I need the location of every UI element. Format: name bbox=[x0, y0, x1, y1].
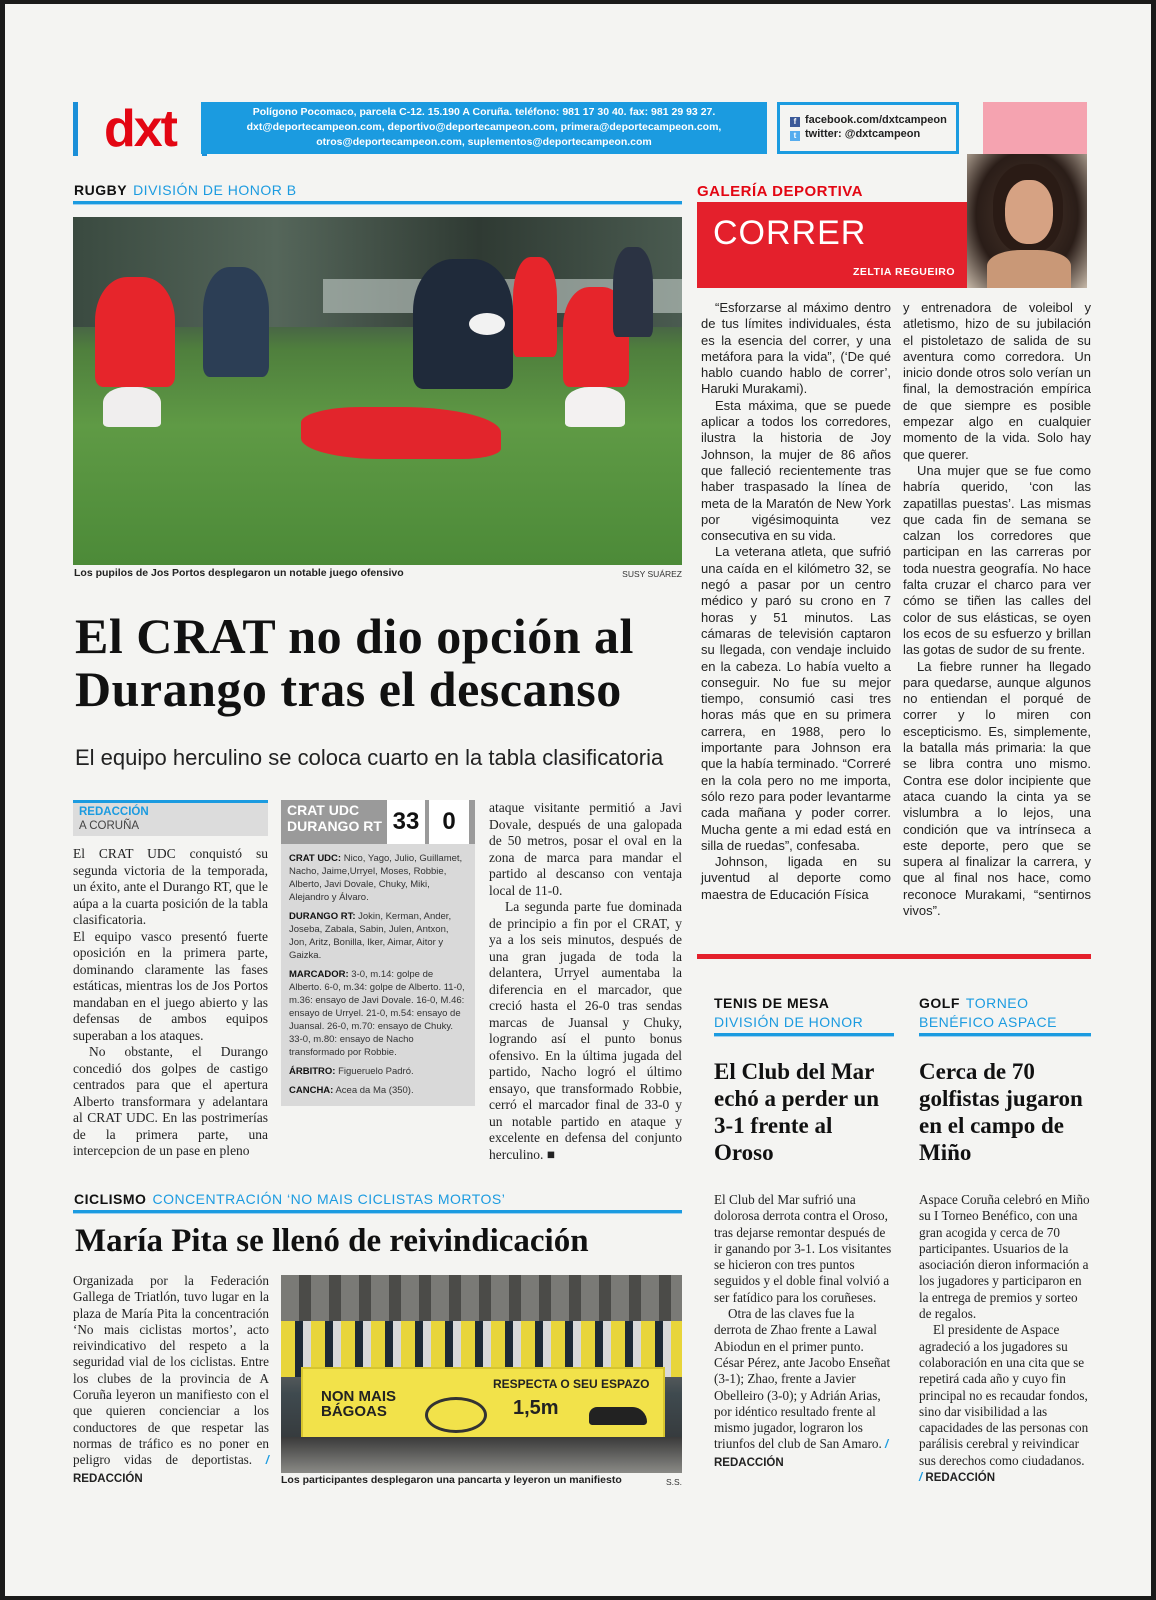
section-label: RUGBY bbox=[74, 182, 128, 198]
cycling-photo bbox=[281, 1275, 682, 1473]
scorebox bbox=[281, 800, 475, 1106]
paragraph bbox=[919, 1322, 1091, 1486]
referee bbox=[289, 1065, 467, 1078]
section-label: CICLISMO bbox=[74, 1191, 147, 1207]
paragraph: El Club del Mar sufrió una dolorosa derrota contra el Oroso, tras dejarse remontar después de ir ganando por 3-1. Los visitantes se hicieron con tres puntos seguidos y el doble final volvió a ser fatídico para los coruñeses. bbox=[714, 1192, 892, 1305]
byline-location: A CORUÑA bbox=[79, 820, 140, 832]
player-dark bbox=[613, 247, 653, 337]
venue bbox=[289, 1084, 467, 1097]
value: Figueruelo Padró. bbox=[338, 1066, 414, 1077]
paragraph: Esta máxima, que se puede aplicar a todos los corredores, ilustra la historia de Joy Johnson, la mujer de 86 años que falleció recientemente tras haber traspasado la línea de meta de la Maratón de New York por vigésimoquinta vez consecutiva en su vida. bbox=[701, 397, 891, 544]
golf-section-header bbox=[919, 994, 1057, 1032]
player-shorts bbox=[565, 387, 625, 427]
logo-text: dxt bbox=[104, 100, 176, 158]
byline-author: REDACCIÓN bbox=[79, 806, 149, 818]
paragraph: La fiebre runner ha llegado para quedarse, aunque algunos no entiendan el porqué de correr y lo miren con escepticismo. Es, simplemente, la batalla más primaria: la que se libra contra uno mismo. Contra ese dolor incipiente que ataca cuando la cinta ya se vislumbra a lo lejos, una condición que va intrínseca a este deporte, pero que se supera al finalizar la carrera, y que al final nos hace, como reconoce Murakami, “sentirnos vivos”. bbox=[903, 658, 1091, 918]
paragraph-text: El presidente de Aspace agradeció a los jugadores su colaboración en una cita que se repetirá cada año y cuyo fin principal no es recaudar fondos, sino dar visibilidad a las capacidades de las personas con parálisis cerebral y reivindicar sus derechos como ciudadanos. bbox=[919, 1322, 1089, 1468]
dxt-logo[interactable] bbox=[73, 102, 207, 156]
section-sublabel: DIVISIÓN DE HONOR bbox=[714, 1014, 864, 1030]
signature-text: REDACCIÓN bbox=[925, 1472, 996, 1485]
gallery-col1 bbox=[701, 300, 891, 903]
social-box bbox=[777, 102, 959, 154]
photo-credit: SUSY SUÁREZ bbox=[622, 569, 682, 579]
facebook-text: facebook.com/dxtcampeon bbox=[805, 114, 947, 126]
signature-text: REDACCIÓN bbox=[714, 1456, 784, 1469]
ciclismo-headline: María Pita se llenó de reivindicación bbox=[75, 1223, 589, 1259]
section-label: TENIS DE MESA bbox=[714, 995, 830, 1011]
label: ÁRBITRO: bbox=[289, 1066, 336, 1077]
rugby-subheadline: El equipo herculino se coloca cuarto en la tabla clasificatoria bbox=[75, 745, 664, 770]
cycling-photo-caption: Los participantes desplegaron una pancarta y leyeron un manifiesto bbox=[281, 1474, 622, 1486]
gallery-section-label: GALERÍA DEPORTIVA bbox=[697, 183, 864, 200]
player-dark bbox=[203, 267, 269, 377]
contact-bar bbox=[201, 102, 767, 154]
gallery-title-block bbox=[697, 202, 967, 288]
signature bbox=[919, 1472, 995, 1484]
paragraph: ataque visitante permitió a Javi Dovale, después de una galopada de 50 metros, posar el oval en la zona de marca para mandar el partido al descanso con ventaja local de 11-0. bbox=[489, 800, 682, 898]
facebook-icon: f bbox=[790, 117, 800, 127]
column-title: CORRER bbox=[713, 214, 867, 252]
gallery-col2 bbox=[903, 300, 1091, 919]
paragraph-text: Otra de las claves fue la derrota de Zhao frente a Lawal Abiodun en el primer punto. César Pérez, ante Jacobo Enseñat (3-1); Zhao, frente a Javier Obelleiro (3-0); y Adrián Arias, por idéntico resultado frente al mismo jugador, lograron los triunfos del club de San Amaro. bbox=[714, 1306, 891, 1452]
label: CANCHA: bbox=[289, 1085, 334, 1096]
photo-pavement bbox=[281, 1437, 682, 1473]
paragraph: Aspace Coruña celebró en Miño su I Torneo Benéfico, con una gran acogida y cerca de 70 participantes. Usuarios de la asociación dieron información a los jugadores y participaron en la entrega de premios y sorteo de regalos. bbox=[919, 1192, 1090, 1322]
rugby-ball bbox=[469, 313, 505, 335]
protest-banner bbox=[301, 1367, 665, 1441]
bicycle-icon bbox=[425, 1397, 487, 1433]
newspaper-page bbox=[5, 4, 1151, 1596]
section-sublabel-2: BENÉFICO ASPACE bbox=[919, 1014, 1057, 1030]
column-author: ZELTIA REGUEIRO bbox=[853, 266, 955, 278]
rugby-photo bbox=[73, 217, 682, 565]
paragraph: No obstante, el Durango concedió dos golpes de castigo centrados para que el apertura Alberto transformara y adelantara al CRAT UDC. En las postrimerías de la primera parte, una intercepcion de un pase en pleno bbox=[73, 1044, 268, 1158]
scorebox-header bbox=[281, 800, 475, 844]
paragraph: “Esforzarse al máximo dentro de tus límites individuales, ésta es la esencia del correr, y una metáfora para la vida”, (‘De qué hablo cuando hablo de correr’, Haruki Murakami). bbox=[701, 300, 891, 397]
rugby-body-col3 bbox=[489, 800, 682, 1163]
section-rule bbox=[73, 201, 682, 205]
paragraph: La veterana atleta, que sufrió una caída en el kilómetro 32, se negó a pasar por un centro médico y paró su crono en 7 horas y 51 minutos. Las cámaras de televisión captaron su llegada, con vendaje incluido en la cabeza. Lo había vuelto a conseguir. No fue su mejor tiempo, consumió casi tres horas más que en su primera carrera, en 1988, pero lo importante para Johnson era que la había terminado. “Correré en la cola pero no me importa, sólo rezo para poder levantarme cada mañana y poder correr. Mucha gente a mi edad está en silla de ruedas”, confesaba. bbox=[701, 544, 891, 853]
banner-right-text: RESPECTA O SEU ESPAZO bbox=[493, 1377, 650, 1391]
tenis-body bbox=[714, 1192, 894, 1471]
paragraph: El equipo vasco presentó fuerte oposición en la primera parte, dominando claramente las fases estáticas, mientras los de Jos Portos mandaban en el juego abierto y las defensas de ambos equipos superaban a los ataques. bbox=[73, 928, 268, 1043]
twitter-text: twitter: @dxtcampeon bbox=[805, 128, 921, 140]
label: MARCADOR: bbox=[289, 969, 349, 980]
decorative-pink-block bbox=[983, 102, 1087, 154]
home-team: CRAT UDC bbox=[287, 802, 360, 818]
lineup-crat bbox=[289, 852, 467, 904]
section-label-row bbox=[919, 994, 1057, 1013]
section-sublabel: CONCENTRACIÓN ‘NO MAIS CICLISTAS MORTOS’ bbox=[152, 1191, 506, 1207]
tenis-headline: El Club del Mar echó a perder un 3-1 frente al Oroso bbox=[714, 1059, 880, 1165]
slash-icon: / bbox=[265, 1455, 269, 1468]
away-score: 0 bbox=[429, 800, 469, 844]
golf-body bbox=[919, 1192, 1091, 1486]
player-tackler bbox=[301, 407, 501, 459]
value: 3-0, m.14: golpe de Alberto. 6-0, m.34: golpe de Alberto. 11-0, m.36: ensayo de Javi Dovale. 16-0, M.46: ensayo de Urryel. 21-0, m.54: ensayo de Juansal. 26-0, m.70: ensayo de Chuky. 33-0, m.80: ensayo de Nacho transformado por Robbie. bbox=[289, 969, 465, 1058]
player-shorts bbox=[103, 387, 161, 427]
section-rule bbox=[919, 1033, 1091, 1037]
author-portrait bbox=[967, 154, 1087, 288]
section-sublabel: DIVISIÓN DE HONOR B bbox=[133, 182, 297, 198]
ciclismo-body bbox=[73, 1273, 269, 1487]
cycling-photo-credit: S.S. bbox=[665, 1477, 682, 1487]
rugby-headline bbox=[75, 610, 695, 716]
banner-distance: 1,5m bbox=[513, 1397, 559, 1419]
player-red bbox=[95, 277, 175, 387]
banner-left-text: NON MAIS BÁGOAS bbox=[321, 1388, 396, 1420]
gallery-end-rule bbox=[697, 954, 1091, 959]
twitter-link[interactable] bbox=[790, 127, 956, 141]
home-score: 33 bbox=[387, 800, 425, 844]
slash-icon: / bbox=[885, 1439, 889, 1452]
rugby-body-col1 bbox=[73, 846, 268, 1160]
lineup-details bbox=[281, 844, 475, 1111]
section-rule bbox=[73, 1210, 682, 1214]
player-red bbox=[513, 257, 557, 357]
value: Nico, Yago, Julio, Guillamet, Nacho, Jaime,Urryel, Moses, Robbie, Alberto, Javi Dovale, Chuky, Miki, Alejandro y Álvaro. bbox=[289, 853, 463, 903]
contact-line: Polígono Pocomaco, parcela C-12. 15.190 A Coruña. teléfono: 981 17 30 40. fax: 981 29 93 27. bbox=[252, 106, 716, 118]
slash-icon: / bbox=[919, 1472, 923, 1485]
paragraph: La segunda parte fue dominada de principio a fin por el CRAT, y ya a los seis minutos, después de una gran jugada de toda la delantera, Urryel aumentaba la diferencia en el marcador, que creció hasta el 26-0 tras sendas marcas de Juansal y Chuky, logrando así el punto bonus ofensivo. En la última jugada del partido, Nacho logró el último ensayo, que transformado Robbie, cerró el marcador final de 33-0 y un notable partido en ataque y excelente en defensa del conjunto herculino. ■ bbox=[489, 899, 682, 1162]
tenis-section-header bbox=[714, 994, 863, 1032]
portrait-face bbox=[1005, 180, 1053, 244]
signature-text: REDACCIÓN bbox=[73, 1472, 143, 1485]
section-rule bbox=[714, 1033, 894, 1037]
paragraph: El CRAT UDC conquistó su segunda victoria de la temporada, un éxito, ante el Durango RT, que le aúpa a la cuarta posición de la tabla clasificatoria. bbox=[73, 846, 269, 927]
contact-line[interactable]: otros@deportecampeon.com, suplementos@deportecampeon.com bbox=[316, 136, 652, 148]
scoring-summary bbox=[289, 968, 467, 1059]
headline-line: El CRAT no dio opción al bbox=[75, 608, 634, 664]
label: DURANGO RT: bbox=[289, 911, 356, 922]
photo-caption: Los pupilos de Jos Portos desplegaron un notable juego ofensivo bbox=[74, 567, 404, 579]
byline bbox=[73, 800, 268, 836]
section-label: GOLF bbox=[919, 995, 960, 1011]
lineup-durango bbox=[289, 910, 467, 962]
paragraph bbox=[73, 1273, 269, 1487]
paragraph: Una mujer que se fue como habría querido, ‘con las zapatillas puestas’. Las mismas que cada fin de semana se calzan los corredores que participan en las carreras por toda nuestra geografía. No hace falta cruzar el charco para ver cómo se tiñen las calles del color de sus elásticas, se oyen los ecos de su esfuerzo y brillan las gotas de sudor de su frente. bbox=[903, 462, 1091, 658]
portrait-shoulders bbox=[987, 250, 1071, 288]
away-team: DURANGO RT bbox=[287, 818, 382, 834]
label: CRAT UDC: bbox=[289, 853, 342, 864]
twitter-icon: t bbox=[790, 131, 800, 141]
car-icon bbox=[589, 1407, 647, 1425]
contact-line[interactable]: dxt@deportecampeon.com, deportivo@deportecampeon.com, primera@deportecampeon.com, bbox=[246, 121, 722, 133]
value: Acea da Ma (350). bbox=[335, 1085, 414, 1096]
golf-headline: Cerca de 70 golfistas jugaron en el campo de Miño bbox=[919, 1059, 1083, 1165]
paragraph: y entrenadora de voleibol y atletismo, hizo de su jubilación el pistoletazo de salida de su aventura como corredora. Un inicio donde otros solo verían un final, la demostración empírica de que siempre es posible empezar algo en cualquier momento de la vida. Solo hay que querer. bbox=[903, 300, 1091, 462]
headline-line: Durango tras el descanso bbox=[75, 661, 622, 717]
paragraph-text: Organizada por la Federación Gallega de Triatlón, tuvo lugar en la plaza de María Pita la concentración ‘No mais ciclistas mortos’, acto reivindicativo del respeto a la seguridad vial de los ciclistas. Entre los clubes de la provincia de A Coruña leyeron un manifiesto con el que quieren concienciar a los conductores de que respetar las normas de tráfico es no poner en peligro vidas de deportistas. bbox=[73, 1273, 269, 1468]
ciclismo-section-header bbox=[74, 1191, 505, 1207]
facebook-link[interactable] bbox=[790, 113, 956, 127]
value: Jokin, Kerman, Ander, Joseba, Zabala, Sabin, Julen, Antxon, Jon, Aritz, Bonilla, Iker, Aimar, Aitor y Gaizka. bbox=[289, 911, 452, 961]
section-sublabel: TORNEO bbox=[965, 995, 1029, 1011]
rugby-section-header bbox=[74, 182, 297, 198]
paragraph: Johnson, ligada en su juventud al deporte como maestra de Educación Física bbox=[701, 854, 891, 902]
paragraph bbox=[714, 1306, 894, 1471]
